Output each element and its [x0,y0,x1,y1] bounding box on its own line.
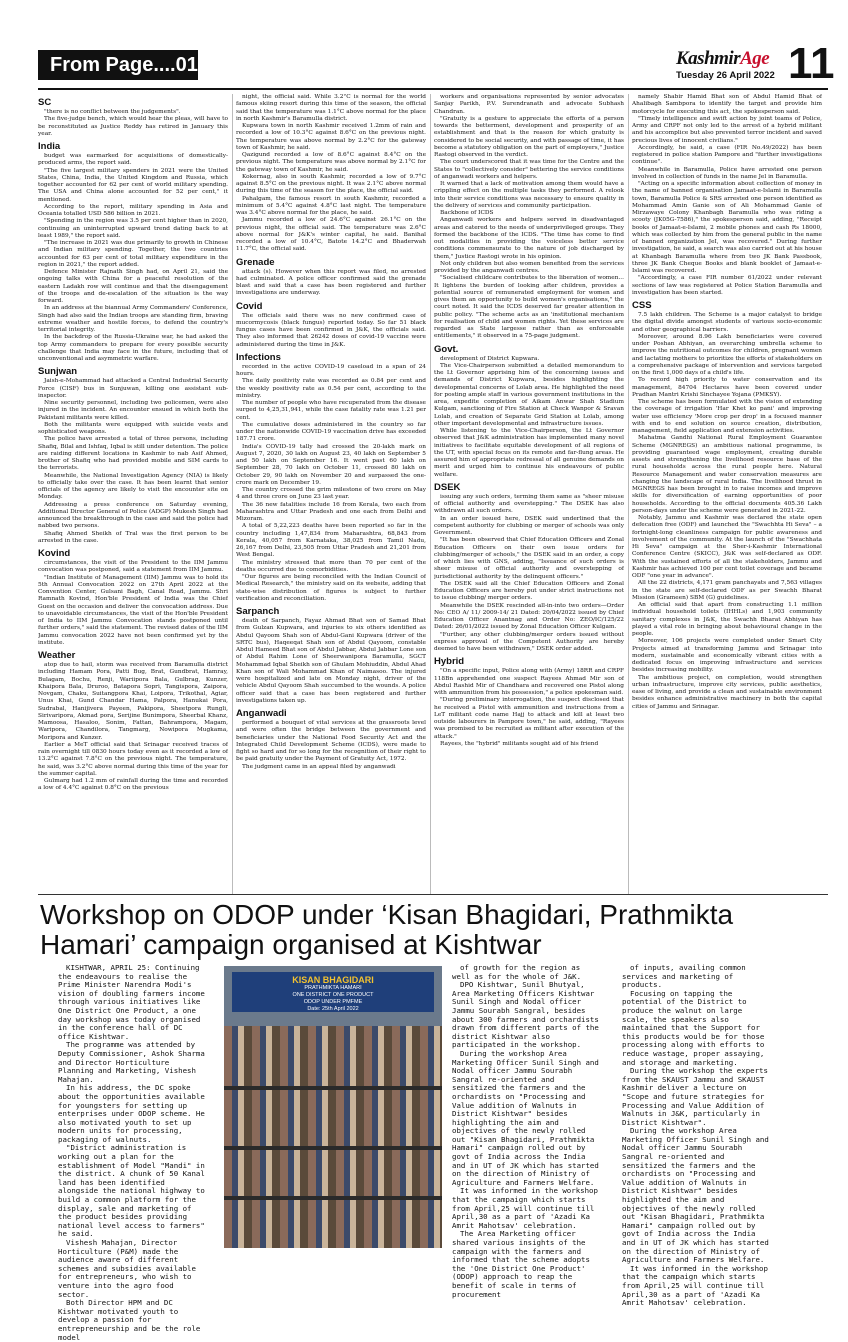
page-number: 11 [788,39,835,88]
paragraph: The five-judge bench, which would hear the pleas, will have to be reconstituted as Justice Reddy has retired in January this year. [38,116,228,137]
paragraph: The ministry stressed that more than 70 per cent of the deaths occurred due to comorbidities. [236,559,426,573]
paragraph: "Acting on a specific information about collection of money in the name of banned organisation Jamaat-e-Islami in Baramulla town, Baramulla Police & SRS arrested one person identified as Mohammad Amin Ganie son of Ali Mohammad Ganie of Mirzawaye Colony Khanbagh Baramulla who was riding a scooty (JK05G-7586)," the spokesperson said, adding, "Receipt books of Jamaat-e-Islami, 2 mobile phones and cash Rs 18000, which was collected by him from the general public in the name of banned organization JeI, was recovered." During further investigation, he said, a search was also carried out at his house at Khanbagh Baramulla where from two JK Bank Passbook, three JK Bank Cheque Books and blank booklet of Jamaat-e-Islami was recovered. [632,181,822,274]
paragraph: Qazigund recorded a low of 8.6°C against 8.4°C on the previous night. The temperature was above normal by 2.1°C for the gateway town of Kashmir, he said. [236,152,426,173]
paragraph: Jaish-e-Mohammad had attacked a Central Industrial Security Force (CISF) bus in Sunjuwan, killing one assistant sub-inspector. [38,378,228,399]
story-paragraph: During the workshop Area Marketing Officer Sunil Singh and Nodal officer Jammu Sourabh Sangral re-oriented and sensitized the farmers and the orchardists on "Processing and Value addition of Walnuts in District Kishtwar" besides highlighting the aim and objectives of the newly rolled out "Kisan Bhagidari, Prathmikta Hamari" campaign rolled out by govt of India across the India and in UT of JK which has started on the direction of Ministry of Agriculture and Farmers Welfare. [452,1048,599,1187]
story-paragraph: During the workshop the experts from the SKAUST Jammu and SKAUST Kashmir deliver a lecture on "Scope and future strategies for Processing and Value Addition of Walnuts in J&K, particularly in District Kishtwar". [622,1066,768,1127]
paragraph: "there is no conflict between the judgements". [44,109,181,115]
photo-banner-title: KISAN BHAGIDARI [292,975,374,985]
paragraph: The cumulative doses administered in the country so far under the nationwide COVID-19 vaccination drive has exceeded 187.71 crore. [236,421,426,443]
section-heading: Covid [236,300,263,312]
workshop-photo [224,966,442,1248]
paragraph: Moreover, 106 projects were completed under Smart City Projects aimed at transforming Jammu and Srinagar into modern, sustainable and economically vibrant cities with a dedicated focus on improving infrastructure and services besides increasing mobility. [632,638,822,674]
story-paragraph: During the workshop Area Marketing Officer Sunil Singh and Nodal officer Jammu Sourabh Sangral re-oriented and sensitized the farmers and the orchardists on "Processing and Value addition of Walnuts in District Kishtwar" besides highlighted the aim and objectives of the newly rolled out "Kisan Bhagidari, Prathmikta Hamari" campaign rolled out by govt of India across the India and in UT of JK which has started on the direction of Ministry of Agriculture and Farmers Welfare. [622,1126,769,1265]
column-divider [628,94,629,894]
story-paragraph: The Area Marketing officer shared various insights of the campaign with the farmers and informed that the scheme adopts the 'One District One Product' (ODOP) approach to reap the benefit of scale in terms of procurement [452,1229,590,1299]
paragraph: workers and organisations represented by senior advocates Sanjay Parikh, P.V. Surendranath and advocate Subhash Chandran. [434,94,624,115]
section-heading: Weather [38,650,76,661]
paragraph: attack (s). However when this report was filed, no arrested had culminated. A police officer confirmed said the grenade blast and said that a case has been registered and further investigations are underway. [236,268,426,297]
paragraph: "During preliminary interrogation, the suspect disclosed that he received a Pistol with ammunition and instructions from a LeT militant code name Hajj to attack and kill at least two outside labourers in Pampore town," he said, adding, "Rayees was promised to be recruited as militant after execution of the attack." [434,697,624,740]
paragraph: While listening to the Vice-Chairperson, the Lt Governor observed that J&K administration has implemented many novel initiatives to facilitate equitable development of all regions of the UT, with special focus on its remote and far-flung areas. He assured him of appropriate redressal of all genuine demands on merit and urged him to continue his endeavours of public welfare. [434,428,624,478]
section-heading: DSEK [434,481,461,493]
paragraph: recorded in the active COVID-19 caseload in a span of 24 hours. [236,363,426,377]
story-paragraph: KISHTWAR, APRIL 25: Continuing the endeavours to realise the Prime Minister Narendra Modi's vision of doubling farmers income through various initiatives like One District One Product, a one day workshop was today organised in the conference hall of DC office Kishtwar. [58,964,205,1041]
news-column-3 [434,94,624,748]
paragraph: budget was earmarked for acquisitions of domestically-produced arms, the report said. [38,153,228,167]
photo-divider [224,1146,442,1150]
paragraph: "Accordingly, a case FIR number 61/2022 under relevant sections of law was registered at Police Station Baramulla and investigation has been started. [632,275,822,296]
from-page-label: From Page....01 [38,50,198,80]
paragraph: All the 22 districts, 4,171 gram panchayats and 7,563 villages in the state are self-declared ODF as per Swachh Bharat Mission (Grameen) SBM (G) guidelines. [632,580,822,601]
section-heading: CSS [632,300,652,311]
paragraph: Notably, Jammu and Kashmir was declared the state open defecation free (ODF) and launched the "Swachhta Hi Seva" – a fortnight-long cleanliness campaign for public awareness and involvement of the community. At the launch of the "Swachhata Hi Seva" campaign at the Sher-i-Kashmir International Conference Centre (SKICC), J&K was self-declared as ODF. With the sustained efforts of all the stakeholders, Jammu and Kashmir has achieved 100 per cent toilet coverage and became ODF "one year in advance". [632,515,822,579]
section-heading: India [38,141,61,152]
story-paragraph: In his address, the DC spoke about the opportunities available for youngsters for setting up enterprises under ODOP scheme. He also motivated youth to set up modern units for processing, packaging of walnuts. [58,1083,205,1144]
column-divider [232,94,233,894]
paragraph: issuing any such orders, terming them same as "sheer misuse of official authority and overstepping." The DSEK has also withdrawn all such orders. [434,493,624,515]
paragraph: In an order issued here, DSEK said underlined that the competent authority for clubbing or merger of schools was only Government. [434,515,624,536]
story-paragraph: of growth for the region as well as for the whole of J&K. [452,964,582,981]
section-heading: Govt. [434,343,459,355]
paragraph: "The increase in 2021 was due primarily to growth in Chinese and Indian military spending. Together, the two countries accounted for 63 per cent of total military expenditure in the region in 2021," the report added. [38,240,228,268]
paragraph: The judgment came in an appeal filed by anganwadi [242,763,396,770]
paragraph: The number of people who have recuperated from the disease surged to 4,25,31,941, while the case fatality rate was 1.21 per cent. [236,400,426,421]
paragraph: Kokernag, also in south Kashmir, recorded a low of 9.7°C against 8.5°C on the previous night. It was 2.1°C above normal during this time of the season for the place, the official said. [236,173,426,195]
paragraph: Meanwhile the DSEK rescinded all-in-into two orders—Order No: CEO A/ 11/ 2009-14/ 21 Dated: 20/04/2022 issued by Chief Education Officer Anantnag and Order No: ZEO/IC/125/22 Dated: 26/01/2022 issued by Zonal Education Officer Kulgam. [434,602,624,631]
masthead-name-kashmir: Kashmir [676,48,741,69]
paragraph: night, the official said. While 3.2°C is normal for the world famous skiing resort during this time of the season, the official said that the temperature was 1.1°C above normal for the place in north Kashmir's Baramulla district. [236,94,426,122]
paragraph: "Spending in the region was 3.5 per cent higher than in 2020, continuing an uninterrupted upward trend dating back to at least 1989," the report said. [38,218,228,239]
paragraph: Anganwadi workers and helpers served in disadvantaged areas and catered to the needs of underprivileged groups. They formed the backbone of the ICDS. "The time has come to find out modalities in providing the voiceless better service conditions commensurate to the nature of job discharged by them," Justice Rastogi wrote in his opinion. [434,217,624,260]
paragraph: development of District Kupwara. [440,355,540,362]
paragraph: Meanwhile in Baramulla, Police have arrested one person involved in collection of funds in the name Jel in Baramulla. [632,166,822,180]
paragraph: "Socialised childcare contributes to the liberation of women... It lightens the burden of looking after children, provides a potential source of remunerated employment for women and gives them an opportunity to build women's organisations," the court noted. It said the ICDS deserved far greater attention in public policy. "The scheme acts as an 'institutional mechanism for realisation of child and women rights. Yet these services are regarded as State largesse rather than as enforceable entitlements," it observed in a 75-page judgment. [434,275,624,340]
story-rule [38,894,828,895]
masthead [676,48,775,81]
paragraph: death of Sarpanch, Fayaz Ahmad Bhat son of Samad Bhat from Gulzan Kupwara, and injuries to six others identified as Abdul Qayoom Shah son of Abdul-Gani Kupwara (driver of the SRTC bus), Haqeeqat Shah son of Abdul Qayoom, constable Abdul Hameed Bhat son of Abdul Jabbar, Abdul Jabbar Lone son of Abdul Rahim Lone of Sheerwanipora Baramulla, SGCT Mohammad Iqbal Sheikh son of Ghulam Mohiuddin, Abdul Ahad Khan son of Wali Mohammad Khan of Naimasoo. The injured were hospitalized and late on Monday night, driver of the vehicle Abdul Qayoom Shah succumbed to the wounds. A police officer said that a case has been registered and further investigations taken up. [236,618,426,704]
paragraph: 7.5 lakh children. The Scheme is a major catalyst to bridge the digital divide amongst students of various socio-economic and other geographical barriers. [632,312,822,333]
photo-audience [224,1026,442,1248]
story-paragraph: It was informed in the workshop that the campaign which starts from April,25 will continue till April,30 as a part of 'Azadi Ka Amrit Mahotsav' celebration. [622,1263,768,1308]
photo-banner-line4: ODOP UNDER PMFME [303,999,363,1005]
paragraph: According to the report, military spending in Asia and Oceania totalled USD 586 billion in 2021. [38,203,228,217]
paragraph: Not only children but also women benefited from the services provided by the anganwadi centres. [434,260,624,274]
paragraph: It warned that a lack of motivation among them would have a crippling effect on the multiple tasks they performed. A relook into their service conditions was necessary to ensure quality in the delivery of services and community participation. [434,181,624,209]
story-paragraph: It was informed in the workshop that the campaign which starts from April,25 will continue till April,30 as a part of 'Azadi Ka Amrit Mahotsav' celebration. [452,1186,598,1230]
paragraph: Jammu recorded a low of 24.6°C against 26.1°C on the previous night, the official said. The temperature was 2.6°C above normal for J&K's winter capital, he said. Banihal recorded a low of 10.4°C, Batote 14.2°C and Bhaderwah 11.7°C, the official said. [236,217,426,253]
paragraph: The police have arrested a total of three persons, including Shafiq, Bilal and Ishfaq, Iqbal is still under detention. The police are raiding different locations in Kashmir to nab Asif Ahmed, brother of Shafiq who had provided mobile and SIM cards to the terrorists. [38,436,228,472]
paragraph: Shafiq Ahmed Sheikh of Tral was the first person to be arrested in the case. [38,530,228,544]
section-heading: Sunjwan [38,366,78,378]
section-heading: Sarpanch [236,606,280,617]
paragraph: The officials said there was no new confirmed case of mucormycosis (black fungus) reported today. So far 51 black fungus cases have been confirmed in J&K, the officials said. They also informed that 26242 doses of covid-19 vaccine were administered during the time in J&K. [236,312,426,348]
paragraph: atop due to hail, storm was received from Baramulla district including Hamam Pora, Patti Bug, Brat, Gundbrat, Hamray, Bulagam, Bochu, Renji, Wariipora Bala, Gulbrag, Kunzer, Khaipora Bala, Druroo, Batapora Sopri, Tangispora, Zaipora, Novgam, Chaku, Suitangpora Khai, Loipora, Trikothal, Agiar, Unus Khai, Gund Chandar Hama, Palpora, Hanukai Pora, Sudrabal, Hanijivera Payeen, Pakipora, Sheetpora Rungli, Sirivaripora, Akmad pora, Serijine Bunimpora, Sheerbal Khanz, Mamoosa, Hasaloo, Sonim, Fattan, Bahrampora, Magam, Waripora, Chandilora, Tangmarg, Nowipora Mugkama, Moripora and Kunzer. [38,662,228,741]
photo-banner-line5: Date: 25th April 2022 [307,1006,359,1012]
paragraph: The DSEK said all the Chief Education Officers and Zonal Education Officers are hereby put under strict instructions not to issue clubbing/ merger orders. [434,580,624,602]
paragraph: India's COVID-19 tally had crossed the 20-lakh mark on August 7, 2020, 30 lakh on August 23, 40 lakh on September 5 and 50 lakh on September 16. It went past 60 lakh on September 28, 70 lakh on October 11, crossed 80 lakh on October 29, 90 lakh on November 20 and surpassed the one-crore mark on December 19. [236,443,426,486]
paragraph: The daily positivity rate was recorded as 0.84 per cent and the weekly positivity rate as 0.54 per cent, according to the ministry. [236,378,426,399]
photo-banner-subtitle: PRATHMIKTA HAMARI [304,985,362,991]
paragraph: The ambitious project, on completion, would strengthen urban infrastructure, improve city services, public aesthetics, ease of living, and provide a clean and sustainable environment besides enhance administrative machinery in both the capital cities of Jammu and Srinagar. [632,674,822,710]
story-paragraph: The programme was attended by Deputy Commissioner, Ashok Sharma and Director Horticulture Planning and Marketing, Vishesh Mahajan. [58,1040,205,1084]
photo-divider [224,1196,442,1200]
section-heading: Kovind [38,548,71,559]
paragraph: Backbone of ICDS [440,210,494,216]
paragraph: namely Shabir Hamid Bhat son of Abdul Hamid Bhat of Ahalibagh Sambpora to identify the target and provide him motorcycle for executing this act, the spokesperson said. [632,94,822,115]
paragraph: "Timely intelligence and swift action by joint teams of Police, Army and CRPF not only led to the arrest of a hybrid militant and his accomplice but also prevented terror incident and saved precious lives of innocent civilians." [632,115,822,144]
paragraph: Mahatma Gandhi National Rural Employment Guarantee Scheme (MGNREGS) an ambitious national programme, is providing guaranteed wage employment, creating durable assets and strengthening the livelihood resource base of the rural households across the rural people here. Natural Resource Management and water conservation measures are changing the landscape of rural India. The livelihood thrust in MGNREGS has been brought in to raise incomes and improve skills for diversification of earning opportunities of poor households. According to the official documents 405.36 Lakh person-days under the scheme were generated in 2021-22. [632,435,822,514]
paragraph: "It has been observed that Chief Education Officers and Zonal Education Officers on their own issue orders for clubbing/merger of schools," the DSEK said in an order, a copy of which lies with GNS, adding, "Issuance of such orders is sheer misuse of official authority and overstepping of jurisdictional authority by the delinquent officers." [434,537,624,580]
paragraph: The 36 new fatalities include 16 from Kerala, two each from Maharashtra and Uttar Pradesh and one each from Delhi and Mizoram. [236,501,426,522]
story-column-3 [622,964,772,1308]
paragraph: An official said that apart from constructing 1.1 million individual household toilets (IHHLs) and 1,903 community sanitary complexes in J&K, the Swachh Bharat Abhiyan has played a vital role in bringing about behavioural change in the people. [632,602,822,637]
paragraph: The Vice-Chairperson submitted a detailed memorandum to the Lt Governor apprising him of the concerning issues and demands of District Kupwara, besides highlighting the developmental concerns of Lolab area. He highlighted the need for posting ample staff in various government institutions in the area, expedite completion of Aikam Anwar Shah Stadium Kulgam, sanctioning of Fire Station at Check Wanpor & Sravan Lolab, and creation of Separate Grid Station at Lolab, among other important developmental and infrastructure issues. [434,362,624,427]
paragraph: In the backdrop of the Russia-Ukraine war, he had asked the top Army commanders to prepare for every possible security challenge that India may face in the future, including that of unconventional and asymmetric warfare. [38,334,228,362]
paragraph: Gulmarg had 1.2 mm of rainfall during the time and recorded a low of 4.4°C against 0.8°C on the previous [38,778,228,792]
paragraph: Both the militants were equipped with suicide vests and sophisticated weapons. [38,421,228,435]
story-paragraph: Focusing on tapping the potential of the District to produce the walnut on large scale, the speakers also maintained that the Support for this products would be for those processing along with efforts to reduce wastage, proper assaying, and storage and marketing. [622,988,765,1067]
story-paragraph: of inputs, availing common services and marketing of products. [622,964,746,990]
news-column-2 [236,94,426,771]
paragraph: "Gratuity is a gesture to appreciate the efforts of a person towards the betterment, development and prosperity of an establishment and that is the reason for which gratuity is considered to be social security, and with passage of time, it has become a statutory obligation on the part of employers," Justice Rastogi observed in the verdict. [434,115,624,158]
section-heading: SC [38,97,52,108]
paragraph: performed a bouquet of vital services at the grassroots level and were often the bridge between the government and beneficiaries under the National Food Security Act and the Integrated Child Development Scheme (ICDS), were made to fight so hard and for so long for the recognition of their right to be paid gratuity under the Payment of Gratuity Act, 1972. [236,720,426,763]
masthead-date: Tuesday 26 April 2022 [676,70,775,81]
story-paragraph: DPO Kishtwar, Sunil Bhutyal, Area Marketing Officers Kishtwar Sunil Singh and Nodal officer Jammu Sourabh Sangral, besides about 300 farmers and orchardists drawn from different parts of the district Kishtwar also participated in the workshop. [452,980,599,1050]
photo-banner-line3: ONE DISTRICT ONE PRODUCT [292,992,374,998]
paragraph: The court underscored that it was time for the Centre and the States to "collectively consider" bettering the service conditions of anganwadi workers and helpers. [434,159,624,180]
paragraph: Rayees, the "hybrid" militants sought aid of his friend [440,740,599,747]
paragraph: To record high priority to water conservation and its management, 84704 Hectares have been covered under Pradhan Mantri Krishi Sinchayee Yojana (PMKSY). [632,377,822,398]
section-heading: Anganwadi [236,708,287,719]
news-column-4 [632,94,822,711]
paragraph: Meanwhile, the National Investigation Agency (NIA) is likely to officially take over the case. It has been learnt that senior officials of the agency are likely to visit the encounter site on Monday. [38,472,228,501]
paragraph: Addressing a press conference on Saturday evening, Additional Director General of Police (ADGP) Mukesh Singh had announced the breakthrough in the case and said the police had nabbed two persons. [38,501,228,530]
photo-banner [232,972,434,1012]
paragraph: "The five largest military spenders in 2021 were the United States, China, India, the United Kingdom and Russia, which together accounted for 62 per cent of world military spending. The USA and China alone accounted for 52 per cent," it mentioned. [38,167,228,203]
paragraph: Pahalgam, the famous resort in south Kashmir, recorded a minimum of 5.4°C against 4.8°C last night. The temperature was 3.4°C above normal for the place, he said. [236,195,426,216]
story-paragraph: Both Director HPM and DC Kishtwar motivated youth to develop a passion for entrepreneurship and be the role model [58,1298,201,1342]
story-headline: Workshop on ODOP under ‘Kisan Bhagidari, Prathmikta Hamari’ campaign organised at Kishtwar [40,899,734,960]
section-heading: Infections [236,351,281,363]
paragraph: Earlier a MeT official said that Srinagar received traces of rain overnight till 0830 hours today even as it recorded a low of 13.2°C against 7.8°C on the previous night. The temperature, he said, was 3.2°C above normal during this time of the year for the summer capital. [38,741,228,777]
paragraph: The country crossed the grim milestone of two crore on May 4 and three crore on June 23 last year. [236,487,426,501]
paragraph: Kupwara town in north Kashmir received 1.2mm of rain and recorded a low of 10.3°C against 8.6°C on the previous night. The temperature was above normal by 2.2°C for the gateway town of Kashmir, he said. [236,123,426,151]
story-column-1 [58,964,208,1342]
page-header [0,0,848,88]
header-rule [38,88,828,90]
story-paragraph: "District administration is working out a plan for the establishment of Model "Mandi" in the district. A chunk of 50 Kanal land has been identified alongside the national highway to build a common platform for the display, sale and marketing of the product besides providing national level access to farmers" he said. [58,1143,205,1239]
paragraph: In an address at the biannual Army Commanders' Conference, Singh had also said the Indian troops are standing firm, braving extreme weather and hostile forces, to defend the country's territorial integrity. [38,305,228,333]
column-divider [430,94,431,894]
paragraph: Defence Minister Rajnath Singh had, on April 21, said the ongoing talks with China for a peaceful resolution of the eastern Ladakh row will continue and that the disengagement of the troops and de-escalation of the situation is the way forward. [38,269,228,304]
paragraph: "Our figures are being reconciled with the Indian Council of Medical Research," the ministry said on its website, adding that state-wise distribution of figures is subject to further verification and reconciliation. [236,574,426,602]
paragraph: "Indian Institute of Management (IIM) Jammu was to hold its 5th Annual Convocation 2022 on 27th April 2022 at the Convention Center, Gulsani Bagh, Canal Road, Jammu. Shri Ramnath Kovind, Hon'ble President of India was the Chief Guest on the occasion and deliver the convocation address. Due to unavoidable circumstances, the visit of the Hon'ble President of India to IIM Jammu Convocation stands postponed until further orders," said the statement. The revised dates of the IIM Jammu convocation 2022 have not been confirmed yet by the institute. [38,574,228,646]
paragraph: "Further, any other clubbing/merger orders issued without express approval of the Competent Authority are hereby deemed to have been withdrawn," DSEK order added. [434,631,624,652]
photo-divider [224,1086,442,1090]
section-heading: Grenade [236,256,275,268]
paragraph: circumstances, the visit of the President to the IIM Jammu convocation was postponed, said a statement from IIM Jammu. [38,560,228,574]
paragraph: Moreover, around 8.96 Lakh beneficiaries were covered under Poshan Abhiyan, an overarching umbrella scheme to improve the nutritional outcomes for children, pregnant women and lactating mothers to prioritize the efforts of stakeholders on a comprehensive package of intervention and services targeted on the first 1,000 days of a child's life. [632,333,822,376]
news-column-1 [38,94,228,793]
paragraph: Nine security personnel, including two policemen, were also injured in the incident. An encounter ensued in which both the Pakistani militants were killed. [38,400,228,421]
paragraph: Accordingly, he said, a case (FIR No.49/2022) has been registered in police station Pampore and "further investigations continue". [632,144,822,166]
section-heading: Hybrid [434,656,465,668]
story-paragraph: Vishesh Mahajan, Director Horticulture (P&M) made the audience aware of different schemes and subsidies available for entrepreneurs, who wish to venture into the agro food sector. [58,1238,196,1299]
paragraph: The scheme has been formulated with the vision of extending the coverage of irrigation 'Har Khet ko pani' and improving water use efficiency 'More crop per drop' in a focused manner with end to end solution on source creation, distribution, management, field application and extension activities. [632,399,822,434]
paragraph: "On a specific input, Police along with (Army) 18RR and CRPF 118Bn apprehended one suspect Rayees Ahmad Mir son of Abdul Rashid Mir of Chandhara and recovered one Pistol along with ammunition from his possession," a police spokesman said. [434,668,624,696]
paragraph: A total of 5,22,223 deaths have been reported so far in the country including 1,47,834 from Maharashtra, 68,843 from Kerala, 40,057 from Karnataka, 38,025 from Tamil Nadu, 26,167 from Delhi, 23,505 from Uttar Pradesh and 21,201 from West Bengal. [236,523,426,559]
story-column-2 [452,964,602,1299]
masthead-name [676,48,775,70]
masthead-name-age: Age [740,48,770,69]
